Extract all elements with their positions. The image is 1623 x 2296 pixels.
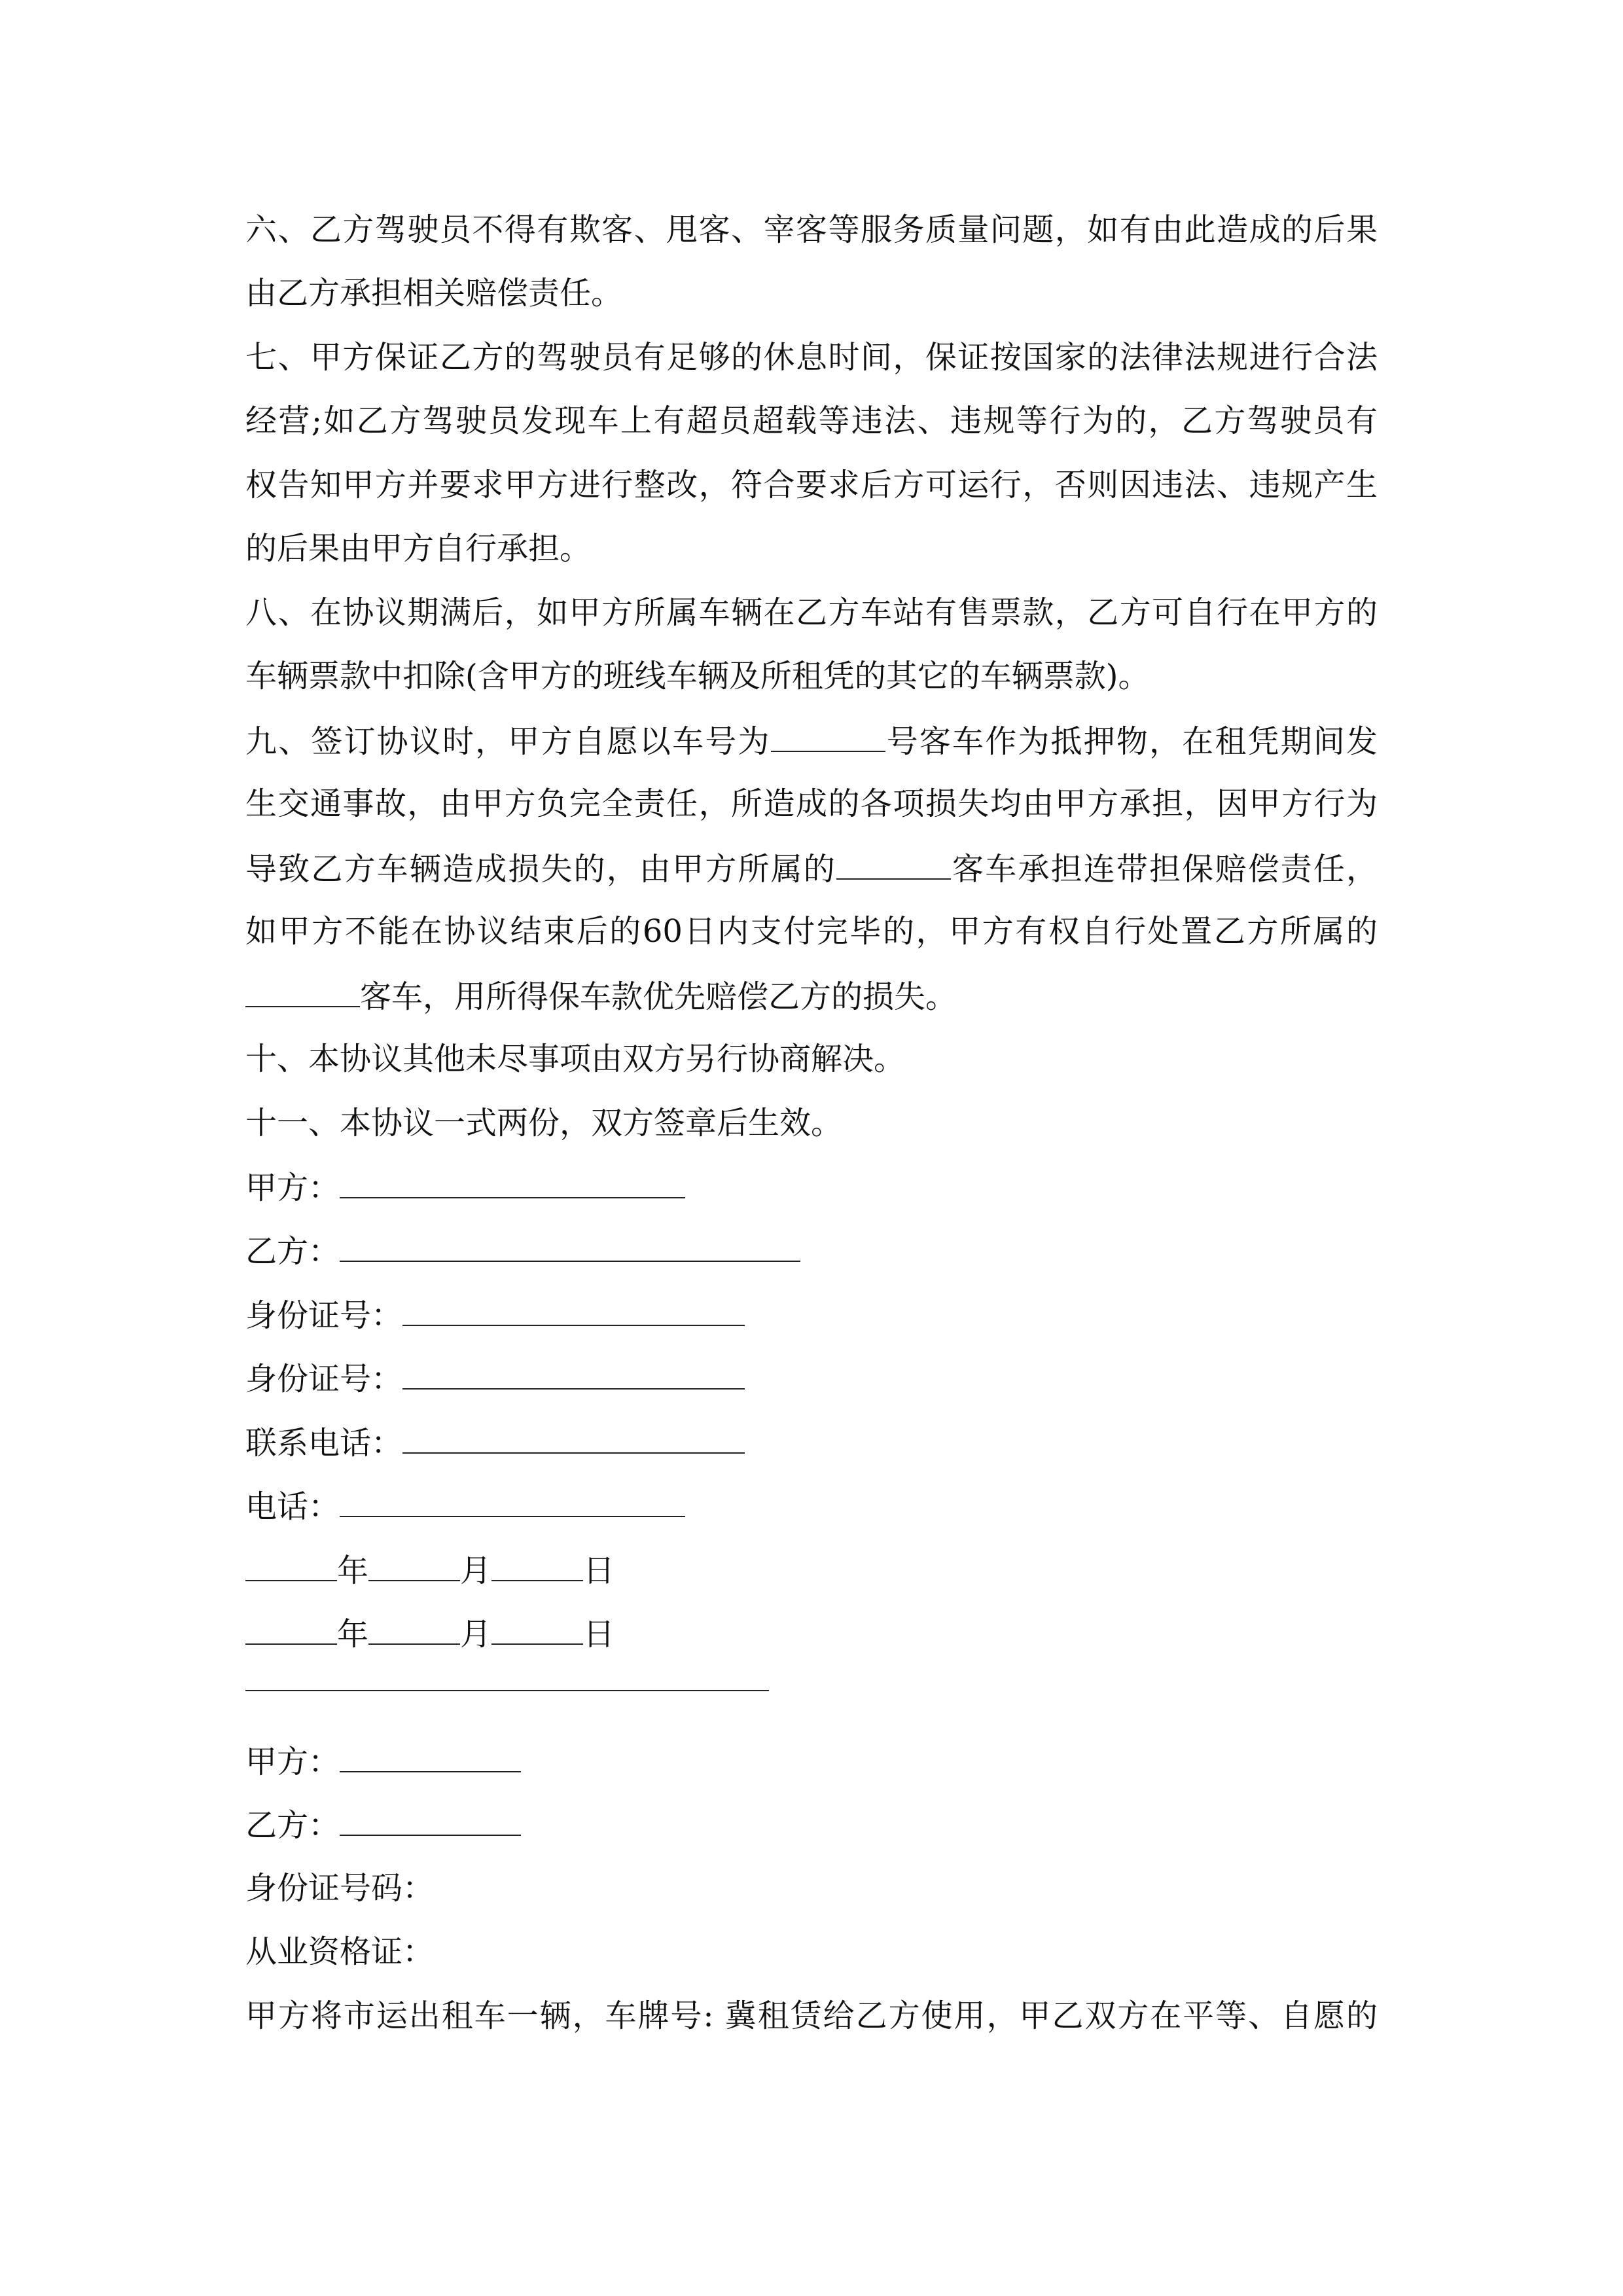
clause-9-text: 客车，用所得保车款优先赔偿乙方的损失。 xyxy=(360,978,957,1015)
second-party-b-row xyxy=(245,1804,521,1844)
phone-label: 电话： xyxy=(245,1488,340,1525)
contract-intro: 甲方将市运出租车一辆，车牌号: 冀租赁给乙方使用，甲乙双方在平等、自愿的 xyxy=(245,1998,1378,2034)
clause-9-line5 xyxy=(245,976,957,1015)
month-field[interactable] xyxy=(368,1613,460,1645)
clause-9-text: 导致乙方车辆造成损失的，由甲方所属的 xyxy=(245,851,836,888)
phone-field[interactable] xyxy=(340,1486,685,1517)
date-row-2 xyxy=(245,1613,615,1653)
section-divider xyxy=(245,1690,769,1691)
disposal-bus-blank[interactable] xyxy=(245,976,360,1007)
contact-phone-label: 联系电话： xyxy=(245,1425,403,1462)
clause-11: 十一、本协议一式两份，双方签章后生效。 xyxy=(245,1105,843,1141)
clause-9-line4: 如甲方不能在协议结束后的60日内支付完毕的，甲方有权自行处置乙方所属的 xyxy=(245,913,1378,950)
party-b-row xyxy=(245,1230,800,1270)
guarantee-bus-blank[interactable] xyxy=(836,848,951,880)
clause-9-line1 xyxy=(245,721,1378,760)
clause-8-line1: 八、在协议期满后，如甲方所属车辆在乙方车站有售票款，乙方可自行在甲方的 xyxy=(245,594,1378,631)
party-b-field[interactable] xyxy=(340,1230,800,1262)
clause-10: 十、本协议其他未尽事项由双方另行协商解决。 xyxy=(245,1041,906,1077)
id-row-2 xyxy=(245,1358,745,1397)
clause-7-line1: 七、甲方保证乙方的驾驶员有足够的休息时间，保证按国家的法律法规进行合法 xyxy=(245,339,1378,376)
party-a-field[interactable] xyxy=(340,1741,521,1772)
clause-9-line3 xyxy=(245,848,1378,888)
clause-7-line3: 权告知甲方并要求甲方进行整改，符合要求后方可运行，否则因违法、违规产生 xyxy=(245,467,1378,503)
month-label: 月 xyxy=(460,1616,492,1653)
day-label: 日 xyxy=(583,1552,615,1589)
clause-6-line1: 六、乙方驾驶员不得有欺客、甩客、宰客等服务质量问题，如有由此造成的后果 xyxy=(245,211,1378,248)
car-number-blank[interactable] xyxy=(771,721,885,752)
id-field[interactable] xyxy=(402,1295,745,1326)
clause-9-text: 号客车作为抵押物，在租凭期间发 xyxy=(885,723,1378,760)
id-label: 身份证号： xyxy=(245,1361,403,1397)
date-row-1 xyxy=(245,1550,615,1589)
month-field[interactable] xyxy=(368,1550,460,1581)
qualification-label: 从业资格证： xyxy=(245,1933,435,1970)
year-label: 年 xyxy=(337,1552,369,1589)
month-label: 月 xyxy=(460,1552,492,1589)
party-b-label: 乙方： xyxy=(245,1233,340,1270)
day-field[interactable] xyxy=(491,1613,583,1645)
year-label: 年 xyxy=(337,1616,369,1653)
id-label: 身份证号： xyxy=(245,1297,403,1334)
clause-7-line2: 经营;如乙方驾驶员发现车上有超员超载等违法、违规等行为的，乙方驾驶员有 xyxy=(245,403,1378,439)
clause-8-line2: 车辆票款中扣除(含甲方的班线车辆及所租凭的其它的车辆票款)。 xyxy=(245,658,1150,694)
clause-9-line2: 生交通事故，由甲方负完全责任，所造成的各项损失均由甲方承担，因甲方行为 xyxy=(245,785,1378,822)
day-label: 日 xyxy=(583,1616,615,1653)
contact-phone-row xyxy=(245,1422,745,1462)
year-field[interactable] xyxy=(245,1550,337,1581)
party-b-field[interactable] xyxy=(340,1804,521,1836)
clause-9-text: 客车承担连带担保赔偿责任， xyxy=(950,851,1378,888)
party-b-label: 乙方： xyxy=(245,1807,340,1844)
clause-7-line4: 的后果由甲方自行承担。 xyxy=(245,530,592,567)
second-party-a-row xyxy=(245,1741,521,1780)
year-field[interactable] xyxy=(245,1613,337,1645)
clause-6-line2: 由乙方承担相关赔偿责任。 xyxy=(245,275,623,312)
phone-row xyxy=(245,1486,685,1525)
day-field[interactable] xyxy=(491,1550,583,1581)
party-a-label: 甲方： xyxy=(245,1744,340,1780)
id-number-label: 身份证号码： xyxy=(245,1870,435,1907)
party-a-field[interactable] xyxy=(340,1167,685,1198)
party-a-row xyxy=(245,1167,685,1206)
clause-9-text: 九、签订协议时，甲方自愿以车号为 xyxy=(245,723,771,760)
contact-phone-field[interactable] xyxy=(402,1422,745,1454)
party-a-label: 甲方： xyxy=(245,1170,340,1206)
id-field[interactable] xyxy=(402,1358,745,1390)
id-row-1 xyxy=(245,1295,745,1334)
